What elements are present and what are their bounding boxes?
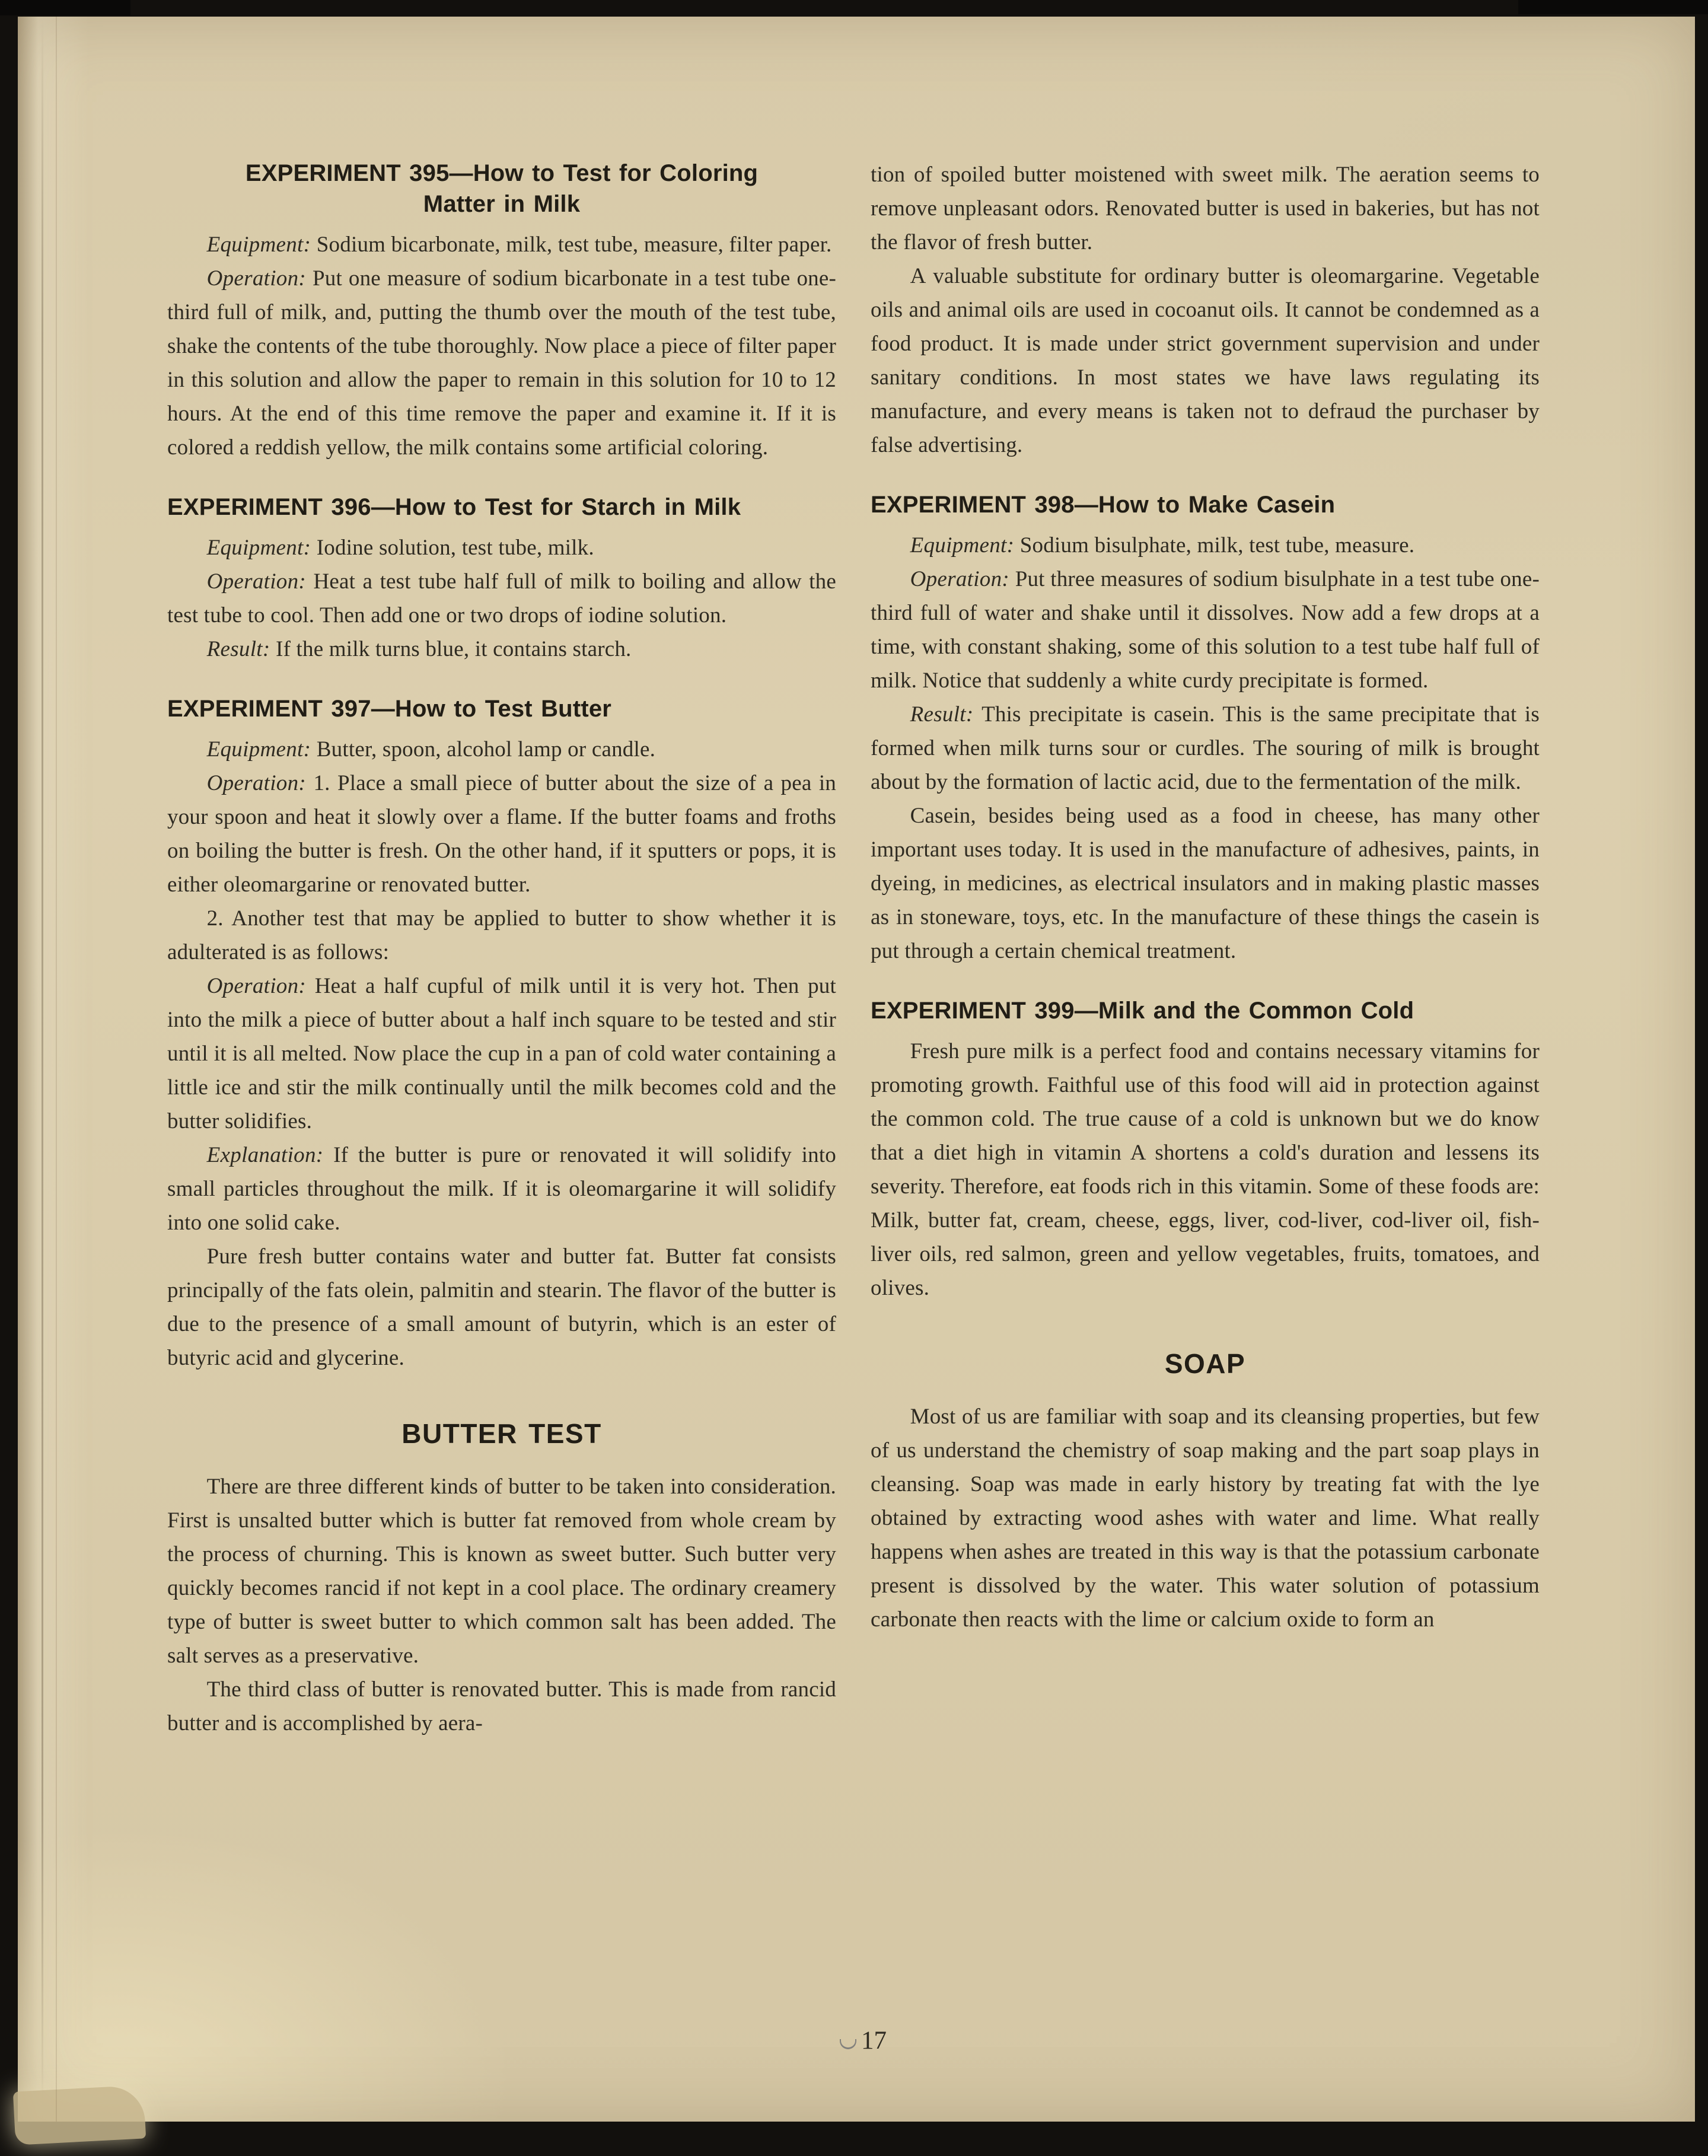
paragraph-label: Operation: — [910, 567, 1015, 591]
body-paragraph: tion of spoiled butter moistened with sweet milk. The aeration seems to remove unpleasant odors. Renovated butter is used in bakeries, but has not the flavor of fresh butter. — [871, 163, 1540, 254]
page-number — [861, 2026, 887, 2055]
body-paragraph: Equipment: Sodium bisulphate, milk, test tube, measure. — [910, 533, 1415, 558]
left-column — [167, 158, 836, 1740]
body-paragraph: Result: This precipitate is casein. This is the same precipitate that is formed when milk turns sour or curdles. The souring of milk is brought about by the formation of lactic acid, due to the fermentation of the milk. — [871, 702, 1540, 794]
body-paragraph: Most of us are familiar with soap and its cleansing properties, but few of us understand the chemistry of soap making and the part soap plays in cleansing. Soap was made in early history by treating fat with the lye obtained by extracting wood ashes with water and lime. What really happens when ashes are treated in this way is that the potassium carbonate present is dissolved by the water. This water solution of potassium carbonate then reacts with the lime or calcium oxide to form an — [871, 1405, 1540, 1632]
body-paragraph: Equipment: Butter, spoon, alcohol lamp or candle. — [206, 737, 656, 762]
paragraph-label: Operation: — [206, 266, 313, 291]
experiment-heading: EXPERIMENT 395—How to Test for Coloring Matter in Milk — [245, 160, 759, 217]
paragraph-label: Equipment: — [206, 233, 317, 257]
paragraph-label: Operation: — [206, 771, 314, 795]
body-paragraph: Operation: Put one measure of sodium bicarbonate in a test tube one-third full of milk, and, putting the thumb over the mouth of the test tube, shake the contents of the tube thoroughly. Now place a piece of filter paper in this solution and allow the paper to remain in this solution for 10 to 12 hours. At the end of this time remove the paper and examine it. If it is colored a reddish yellow, the milk contains some artificial coloring. — [167, 266, 836, 460]
paper-corner-stain — [13, 2085, 146, 2145]
experiment-heading: EXPERIMENT 397—How to Test Butter — [167, 696, 612, 722]
body-paragraph: Operation: Heat a test tube half full of milk to boiling and allow the test tube to cool. Then add one or two drops of iodine solution. — [167, 569, 836, 628]
two-column-layout — [167, 158, 1540, 1740]
paragraph-label: Equipment: — [910, 533, 1020, 558]
body-paragraph: Fresh pure milk is a perfect food and contains necessary vitamins for promoting growth. Faithful use of this food will aid in protection against the common cold. The true cause of a cold is unknown but we do know that a diet high in vitamin A shortens a cold's duration and lessens its severity. Therefore, eat foods rich in this vitamin. Some of these foods are: Milk, butter fat, cream, cheese, eggs, liver, cod-liver, cod-liver oil, fish-liver oils, red salmon, green and yellow vegetables, fruits, tomatoes, and olives. — [871, 1039, 1540, 1300]
book-page — [18, 17, 1695, 2122]
body-paragraph: The third class of butter is renovated butter. This is made from rancid butter and is accomplished by aera- — [167, 1677, 836, 1735]
paragraph-label: Result: — [910, 702, 982, 727]
experiment-heading: EXPERIMENT 396—How to Test for Starch in Milk — [167, 494, 741, 520]
body-paragraph: There are three different kinds of butter to be taken into consideration. First is unsalted butter which is butter fat removed from whole cream by the process of churning. This is known as sweet butter. Such butter very quickly becomes rancid if not kept in a cool place. The ordinary creamery type of butter is sweet butter to which common salt has been added. The salt serves as a preservative. — [167, 1475, 836, 1668]
paragraph-label: Operation: — [206, 569, 314, 594]
body-paragraph: Explanation: If the butter is pure or renovated it will solidify into small particles throughout the milk. If it is oleomargarine it will solidify into one solid cake. — [167, 1143, 836, 1235]
page-number-text: 17 — [861, 2027, 887, 2055]
paragraph-label: Equipment: — [206, 737, 317, 762]
body-paragraph: A valuable substitute for ordinary butter is oleomargarine. Vegetable oils and animal oils are used in cocoanut oils. It cannot be condemned as a food product. It is made under strict government supervision and under sanitary conditions. In most states we have laws regulating its manufacture, and every means is taken not to defraud the purchaser by false advertising. — [871, 264, 1540, 457]
scan-edge-smudge — [0, 0, 130, 15]
experiment-heading: EXPERIMENT 398—How to Make Casein — [871, 492, 1336, 518]
section-heading: SOAP — [1164, 1348, 1246, 1379]
paragraph-label: Equipment: — [206, 536, 317, 560]
body-paragraph: Equipment: Iodine solution, test tube, milk. — [206, 536, 594, 560]
scan-artifact-mark — [840, 2039, 856, 2049]
body-paragraph: Operation: Heat a half cupful of milk until it is very hot. Then put into the milk a piece of butter about a half inch square to be tested and stir until it is all melted. Now place the cup in a pan of cold water containing a little ice and stir the milk continually until the milk becomes cold and the butter solidifies. — [167, 974, 836, 1133]
body-paragraph: 2. Another test that may be applied to butter to show whether it is adulterated is as follows: — [167, 906, 836, 964]
body-paragraph: Operation: Put three measures of sodium bisulphate in a test tube one-third full of water and shake until it dissolves. Now add a few drops at a time, with constant shaking, some of this solution to a test tube half full of milk. Notice that suddenly a white curdy precipitate is formed. — [871, 567, 1540, 693]
scan-edge-smudge — [1518, 0, 1708, 14]
body-paragraph: Equipment: Sodium bicarbonate, milk, test tube, measure, filter paper. — [206, 233, 832, 257]
body-paragraph: Result: If the milk turns blue, it contains starch. — [206, 637, 632, 661]
paragraph-label: Operation: — [206, 974, 315, 998]
paragraph-label: Result: — [206, 637, 276, 661]
body-paragraph: Casein, besides being used as a food in cheese, has many other important uses today. It is used in the manufacture of adhesives, paints, in dyeing, in medicines, as electrical insulators and in making plastic masses as in stoneware, toys, etc. In the manufacture of these things the casein is put through a certain chemical treatment. — [871, 804, 1540, 963]
section-heading: BUTTER TEST — [401, 1418, 602, 1449]
body-paragraph: Pure fresh butter contains water and butter fat. Butter fat consists principally of the fats olein, palmitin and stearin. The flavor of the butter is due to the presence of a small amount of butyrin, which is an ester of butyric acid and glycerine. — [167, 1244, 836, 1370]
paragraph-label: Explanation: — [206, 1143, 334, 1167]
experiment-heading: EXPERIMENT 399—Milk and the Common Cold — [871, 998, 1414, 1024]
right-column — [871, 158, 1540, 1636]
page-content — [167, 158, 1540, 1740]
body-paragraph: Operation: 1. Place a small piece of butter about the size of a pea in your spoon and heat it slowly over a flame. If the butter foams and froths on boiling the butter is fresh. On the other hand, if it sputters or pops, it is either oleomargarine or renovated butter. — [167, 771, 836, 897]
